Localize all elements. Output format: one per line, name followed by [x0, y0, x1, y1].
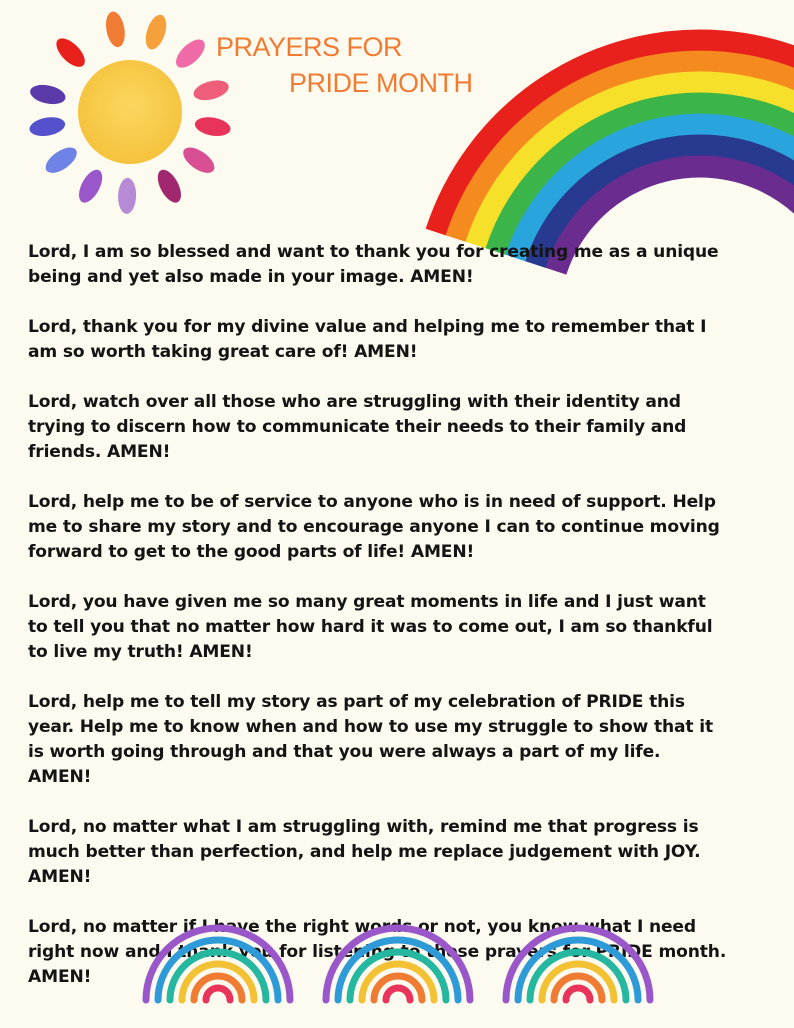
prayer-2: Lord, thank you for my divine value and helping me to remember that I am so worth taking great care of! AMEN!	[28, 317, 707, 362]
prayer-list	[28, 240, 728, 1015]
page-title-line1: PRAYERS FOR	[216, 32, 403, 62]
prayer-8: Lord, no matter if I have the right words or not, you know what I need right now and I thank you for listening to these prayers for PRIDE month. AMEN!	[28, 917, 727, 987]
prayer-3: Lord, watch over all those who are struggling with their identity and trying to discern how to communicate their needs to their family and friends. AMEN!	[28, 392, 687, 462]
prayer-6: Lord, help me to tell my story as part of my celebration of PRIDE this year. Help me to know when and how to use my struggle to show that it is worth going through and that you were always a part of my life. AMEN!	[28, 692, 713, 787]
prayer-1: Lord, I am so blessed and want to thank you for creating me as a unique being and yet also made in your image. AMEN!	[28, 242, 719, 287]
prayer-5: Lord, you have given me so many great moments in life and I just want to tell you that no matter how hard it was to come out, I am so thankful to live my truth! AMEN!	[28, 592, 713, 662]
prayer-4: Lord, help me to be of service to anyone who is in need of support. Help me to share my story and to encourage anyone I can to continue moving forward to get to the good parts of life! AMEN!	[28, 492, 720, 562]
page-title-line2: PRIDE MONTH	[289, 68, 473, 98]
prayer-7: Lord, no matter what I am struggling with, remind me that progress is much better than perfection, and help me replace judgement with JOY. AMEN!	[28, 817, 701, 887]
